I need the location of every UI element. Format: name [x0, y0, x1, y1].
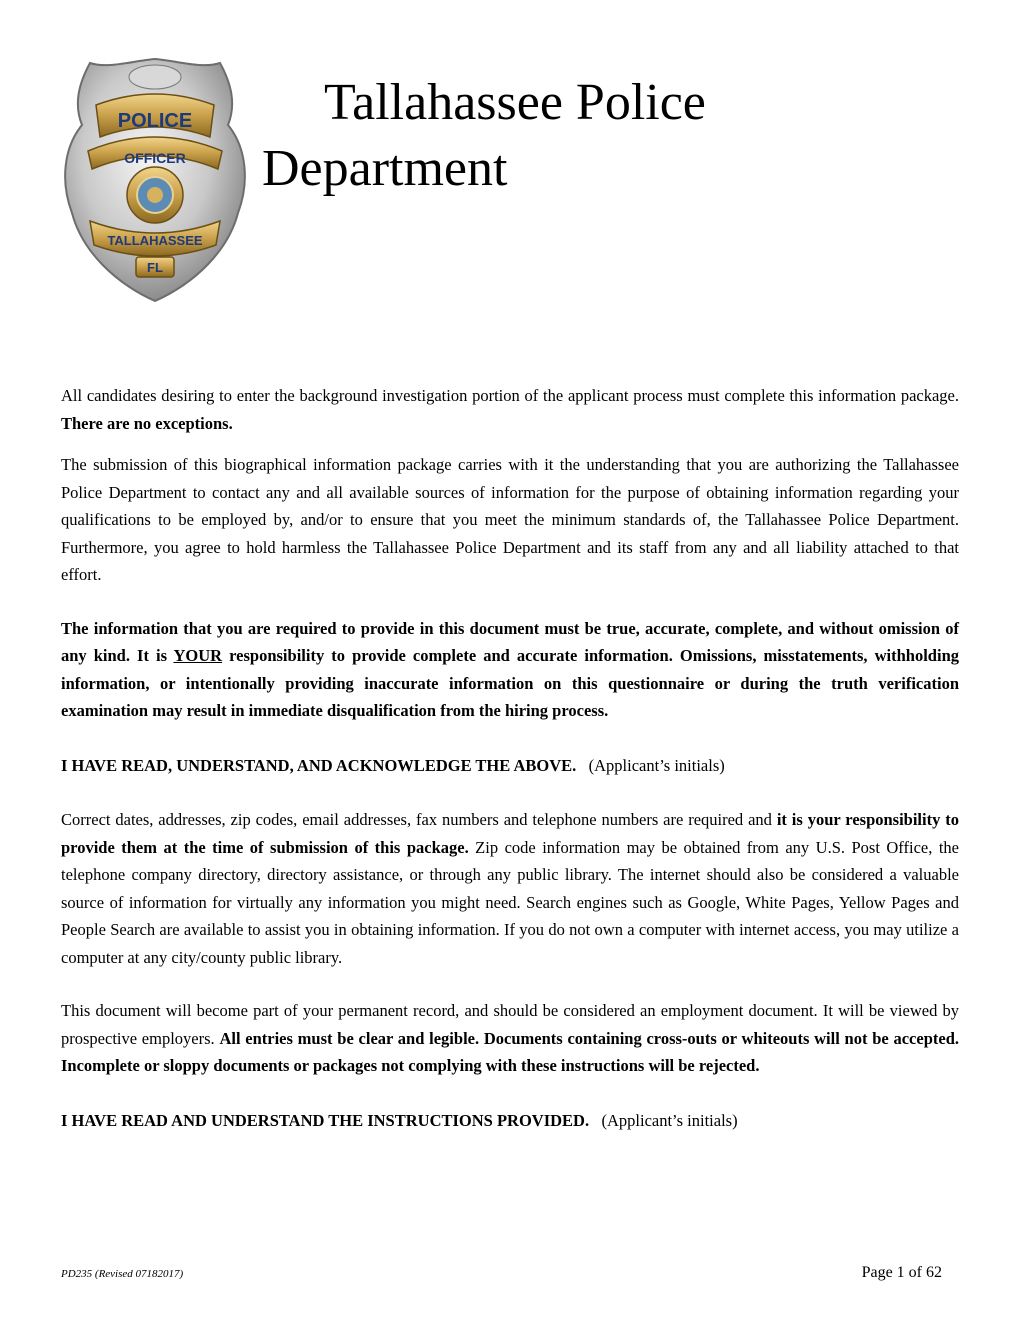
acknowledgement-2-initials: (Applicant’s initials) — [589, 1110, 738, 1130]
contact-text-1: Correct dates, addresses, zip codes, email addresses, fax numbers and telephone numbers are required and — [61, 810, 777, 829]
badge-banner-label: OFFICER — [124, 150, 186, 166]
accuracy-text-1: The information that you are required to provide in this document must be true, accurate, complete, and without omission of any kind. It is — [61, 618, 959, 665]
paragraph-authorization: The submission of this biographical information package carries with it the understanding that you are authorizing the Tallahassee Police Department to contact any and all available sources of information for the purpose of obtaining information regarding your qualifications to be employed by, and/or to ensure that you meet the minimum standards of, the Tallahassee Police Department. Furthermore, you agree to hold harmless the Tallahassee Police Department and its staff from any and all liability attached to that effort. — [61, 455, 959, 584]
police-badge-icon — [60, 55, 250, 305]
paragraph-contact-info — [61, 806, 959, 971]
paragraph-intro-emphasis: There are no exceptions. — [61, 413, 233, 433]
document-body — [61, 382, 959, 1134]
acknowledgement-1-initials: (Applicant’s initials) — [576, 755, 725, 775]
paragraph-permanent-record — [61, 997, 959, 1080]
accuracy-underlined: YOUR — [173, 646, 223, 665]
paragraph-accuracy-warning — [61, 615, 959, 725]
contact-text-2: Zip code information may be obtained from any U.S. Post Office, the telephone company directory, directory assistance, or through any public library. The internet should also be considered a valuable source of information for virtually any information you might need. Search engines such as Google, White Pages, Yellow Pages and People Search are available to assist you in obtaining information. If you do not own a computer with internet access, you may utilize a computer at any city/county public library. — [61, 837, 959, 967]
page-title — [262, 70, 822, 202]
badge-top-label: POLICE — [117, 110, 193, 132]
form-identifier: PD235 (Revised 07182017) — [61, 1268, 184, 1280]
badge-state-label: FL — [147, 260, 163, 275]
acknowledgement-line-1 — [61, 752, 959, 780]
acknowledgement-1-bold: I HAVE READ, UNDERSTAND, AND ACKNOWLEDGE THE ABOVE. — [61, 755, 577, 775]
page-number: Page 1 of 62 — [861, 1264, 942, 1281]
acknowledgement-line-2 — [61, 1107, 959, 1135]
paragraph-intro-text: All candidates desiring to enter the background investigation portion of the applicant process must complete this information package. — [61, 386, 959, 405]
paragraph-intro — [61, 382, 959, 437]
title-line-1: Tallahassee Police — [324, 74, 706, 131]
record-emphasis: All entries must be clear and legible. Documents containing cross-outs or whiteouts will not be accepted. Incomplete or sloppy documents or packages not complying with these instructions will be rejected. — [61, 1028, 960, 1075]
badge-bottom-label: TALLAHASSEE — [107, 233, 203, 248]
title-line-2: Department — [262, 140, 508, 197]
record-text: This document will become part of your permanent record, and should be considered an employment document. It will be viewed by prospective employers. — [61, 1001, 959, 1048]
contact-emphasis: it is your responsibility to provide them at the time of submission of this package. — [61, 810, 959, 857]
accuracy-text-2: responsibility to provide complete and accurate information. Omissions, misstatements, withholding information, or intentionally providing inaccurate information on this questionnaire or during the truth verification examination may result in immediate disqualification from the hiring process. — [61, 646, 959, 720]
acknowledgement-2-bold: I HAVE READ AND UNDERSTAND THE INSTRUCTIONS PROVIDED. — [61, 1110, 590, 1130]
